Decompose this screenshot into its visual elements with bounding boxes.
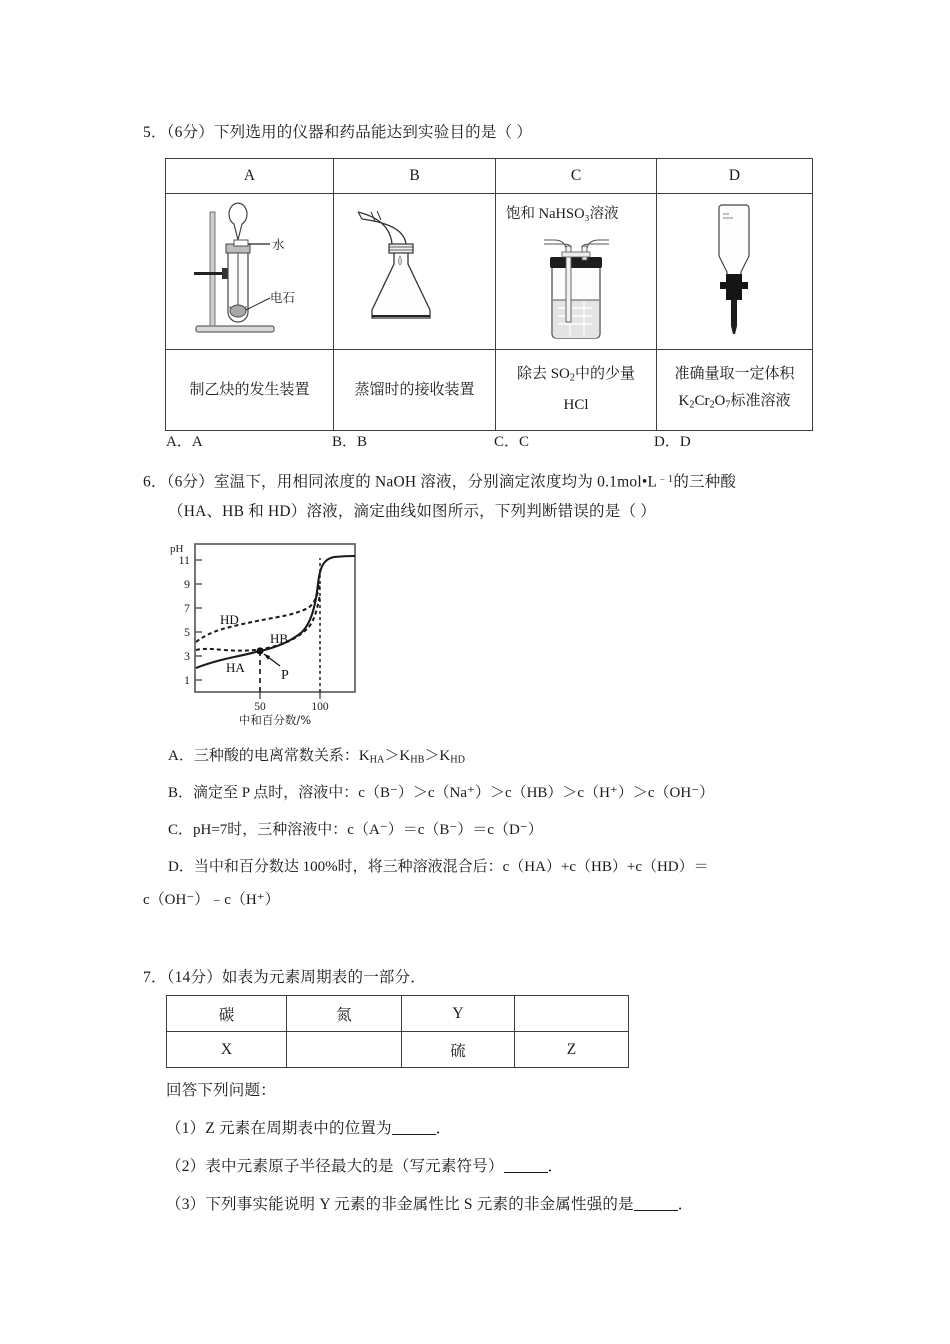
pt-cell-r2c2 [287,1032,402,1068]
column-header-b: B [334,159,496,194]
table-header-row [166,159,813,194]
label-calcium-carbide: 电石 [270,291,296,305]
pt-cell-r1c2: 氮 [287,996,402,1032]
caption-c-line2: HCl [563,396,589,413]
q7-sub1-period: ． [435,1120,452,1137]
cell-figure-c [496,194,657,350]
chart-xtick-labels [254,701,329,713]
q7-sub1-answer-blank[interactable] [392,1121,436,1135]
q7-sub1-text: （1）Z 元素在周期表中的位置为 [166,1120,392,1137]
table-caption-row [166,350,813,431]
svg-text:11: 11 [178,553,190,567]
caption-d-sub3: 7 [725,399,731,411]
chart-xlabel: 中和百分数/% [238,713,312,726]
caption-c-line1b: 中的少量 [575,366,636,383]
periodic-row-2 [167,1032,629,1068]
titration-curve-chart [162,538,397,726]
svg-text:100: 100 [311,701,329,713]
chart-label-ha: HA [226,660,245,675]
q6-option-a-gt1: ＞K [384,748,411,764]
svg-text:5: 5 [184,625,190,639]
q7-sub2-text: （2）表中元素原子半径最大的是（写元素符号） [166,1158,504,1175]
q6-option-a-sub3: HD [450,754,465,766]
caption-c [496,350,657,431]
column-header-d: D [657,159,813,194]
pt-cell-r2c1: X [167,1032,287,1068]
q6-option-a-pre: A．三种酸的电离常数关系：K [168,748,370,764]
pt-cell-r1c1: 碳 [167,996,287,1032]
label-saturated-nahso3: 饱和 NaHSO₃溶液 [506,206,619,222]
question-7-sub-3 [166,1194,694,1216]
svg-text:1: 1 [184,673,190,687]
q7-sub3-period: ． [677,1196,694,1213]
chart-xtick-marks [260,692,320,699]
pt-cell-r2c3: 硫 [402,1032,515,1068]
q6-option-d-line1[interactable]: D．当中和百分数达 100%时，将三种溶液混合后：c（HA）+c（HB）+c（HD）＝ [168,859,709,875]
svg-text:9: 9 [184,577,190,591]
pt-cell-r1c3: Y [402,996,515,1032]
caption-d-line2c: O [714,393,726,410]
svg-text:3: 3 [184,649,190,663]
caption-d-sub2: 2 [709,399,715,411]
q6-stem-superscript: ﹣1 [657,474,674,485]
caption-a: 制乙炔的发生装置 [166,350,334,431]
cell-figure-d [657,194,813,350]
caption-d-line2a: K [678,393,690,410]
chart-ytick-labels [178,553,190,687]
q6-option-b[interactable]: B．滴定至 P 点时，溶液中：c（B⁻）＞c（Na⁺）＞c（HB）＞c（H⁺）＞c（OH⁻） [168,785,715,801]
q6-option-d-line2: c（OH⁻）﹣c（H⁺） [143,892,280,908]
column-header-c: C [496,159,657,194]
column-header-a: A [166,159,334,194]
gas-washing-bottle-svg [496,238,656,348]
pt-cell-r2c4: Z [515,1032,629,1068]
table-figure-row [166,194,813,350]
apparatus-table [165,158,813,431]
question-6-stem-line1 [143,469,736,494]
svg-text:50: 50 [254,701,266,713]
question-6-stem-line2: （HA、HB 和 HD）溶液，滴定曲线如图所示，下列判断错误的是（ ） [168,503,656,520]
figure-acetylene-generator [166,194,333,349]
chart-label-hb: HB [270,631,289,646]
svg-text:7: 7 [184,601,190,615]
question-7-stem: 7．（14分）如表为元素周期表的一部分． [143,969,427,986]
chart-label-hd: HD [220,612,239,627]
burette-svg [657,194,812,349]
q5-choice-b[interactable]: B．B [332,434,368,450]
periodic-row-1 [167,996,629,1032]
chart-point-p-marker [256,647,263,654]
chart-ylabel: pH [170,543,184,555]
figure-gas-washing-bottle [496,194,656,349]
question-7-sub-1 [166,1118,452,1140]
chart-label-p: P [281,668,289,683]
caption-d-line2b: Cr [694,393,710,410]
question-7-sub-2 [166,1156,563,1178]
q5-choice-d[interactable]: D．D [654,434,691,450]
q7-sub3-text: （3）下列事实能说明 Y 元素的非金属性比 S 元素的非金属性强的是 [166,1196,634,1213]
q6-option-a[interactable] [168,746,465,771]
label-water: 水 [272,238,285,252]
figure-burette [657,194,812,349]
caption-d-line2d: 标准溶液 [730,393,791,410]
caption-c-line1: 除去 SO [516,366,570,383]
q7-sub3-answer-blank[interactable] [634,1197,678,1211]
q5-choice-c[interactable]: C．C [494,434,530,450]
caption-d-line1: 准确量取一定体积 [674,366,795,383]
question-5-stem: 5．（6分）下列选用的仪器和药品能达到实验目的是（ ） [143,124,533,141]
caption-d [657,350,813,431]
q6-option-c[interactable]: C．pH=7时，三种溶液中：c（A⁻）＝c（B⁻）＝c（D⁻） [168,822,543,838]
q6-stem-part1: 6．（6分）室温下，用相同浓度的 NaOH 溶液，分别滴定浓度均为 0.1mol•L [143,473,658,491]
distillation-receiver-svg [334,194,495,349]
cell-figure-a [166,194,334,350]
caption-c-sub: 2 [569,372,575,384]
question-7-prompt: 回答下列问题： [166,1082,276,1099]
cell-figure-b [334,194,496,350]
caption-b: 蒸馏时的接收装置 [334,350,496,431]
q6-option-a-sub2: HB [410,754,425,766]
q5-choice-a[interactable]: A．A [166,434,203,450]
titration-chart-svg [162,538,397,726]
q7-sub2-answer-blank[interactable] [504,1159,548,1173]
periodic-table-excerpt [166,995,629,1068]
caption-d-sub1: 2 [689,399,695,411]
q6-option-a-gt2: ＞K [424,748,451,764]
figure-distillation-receiver [334,194,495,349]
acetylene-generator-svg [166,194,333,349]
q6-stem-part2: 的三种酸 [673,473,737,491]
q7-sub2-period: ． [547,1158,564,1175]
q6-option-a-sub1: HA [369,754,385,766]
pt-cell-r1c4 [515,996,629,1032]
